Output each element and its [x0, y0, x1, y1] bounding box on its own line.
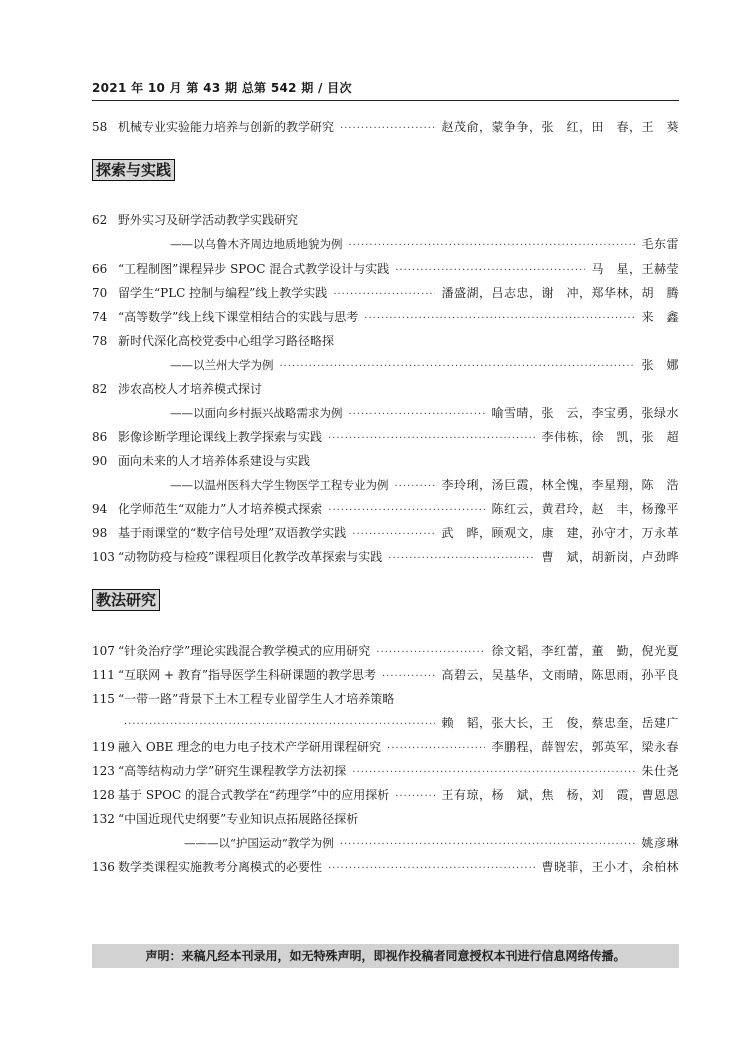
toc-entry[interactable]: [92, 738, 679, 756]
article-title: 野外实习及研学活动教学实践研究: [118, 213, 299, 227]
page-number: 86: [92, 430, 108, 444]
article-title: “一带一路”背景下土木工程专业留学生人才培养策略: [118, 692, 395, 706]
page-number: 82: [92, 382, 108, 396]
article-title: “中国近现代史纲要”专业知识点拓展路径探析: [118, 812, 359, 826]
toc-entry-subtitle[interactable]: [92, 476, 679, 494]
article-authors: 王有琼，杨 斌，焦 杨，刘 霞，曹恩恩: [441, 788, 679, 802]
dot-leader: [340, 839, 636, 850]
article-title: 影像诊断学理论课线上教学探索与实践: [118, 430, 323, 444]
copyright-notice: 声明：来稿凡经本刊录用，如无特殊声明，即视作投稿者同意授权本刊进行信息网络传播。: [92, 944, 679, 968]
dot-leader: [328, 863, 535, 874]
dot-leader: [382, 671, 436, 682]
article-title: 面向未来的人才培养体系建设与实践: [118, 454, 311, 468]
dot-leader: [349, 240, 636, 251]
toc-entry[interactable]: [92, 500, 679, 518]
dot-leader: [328, 505, 485, 516]
toc-entry-subtitle[interactable]: [92, 714, 679, 732]
toc-entry-subtitle[interactable]: [92, 235, 679, 253]
article-title: 基于雨课堂的“数字信号处理”双语教学实践: [118, 526, 347, 540]
toc-entry-subtitle[interactable]: [92, 404, 679, 422]
page-number: 107: [92, 644, 115, 658]
page-number: 132: [92, 812, 115, 826]
article-subtitle: ——以温州医科大学生物医学工程专业为例: [170, 478, 389, 492]
toc-entry[interactable]: [92, 810, 679, 828]
article-title: “针灸治疗学”理论实践混合教学模式的应用研究: [118, 644, 371, 658]
dot-leader: [387, 743, 485, 754]
dot-leader: [352, 767, 635, 778]
article-authors: 朱仕尧: [641, 764, 679, 778]
toc-entry[interactable]: [92, 452, 679, 470]
page-number: 62: [92, 213, 108, 227]
dot-leader: [395, 265, 585, 276]
dot-leader: [352, 529, 435, 540]
toc-entry[interactable]: [92, 428, 679, 446]
dot-leader: [349, 409, 486, 420]
article-authors: 曹 斌，胡新岗，卢劲晔: [541, 550, 679, 564]
article-title: 涉农高校人才培养模式探讨: [118, 382, 263, 396]
issue-header: 2021 年 10 月 第 43 期 总第 542 期 / 目次: [92, 81, 352, 95]
article-title: “高等数学”线上线下课堂相结合的实践与思考: [118, 310, 359, 324]
article-title: 化学师范生“双能力”人才培养模式探索: [118, 502, 323, 516]
dot-leader: [280, 361, 636, 372]
page-number: 66: [92, 262, 108, 276]
toc-entry[interactable]: [92, 666, 679, 684]
article-subtitle: ——以乌鲁木齐周边地质地貌为例: [170, 237, 343, 251]
page-number: 103: [92, 550, 115, 564]
toc-entry[interactable]: [92, 548, 679, 566]
page-number: 115: [92, 692, 115, 706]
toc-entry[interactable]: [92, 380, 679, 398]
article-title: 基于 SPOC 的混合式教学在“药理学”中的应用探析: [118, 788, 390, 802]
article-authors: 毛东雷: [641, 237, 679, 251]
page-number: 119: [92, 740, 115, 754]
page-number: 94: [92, 502, 108, 516]
toc-entry-subtitle[interactable]: [92, 834, 679, 852]
page-number: 123: [92, 764, 115, 778]
article-title: 留学生“PLC 控制与编程”线上教学实践: [118, 286, 328, 300]
dot-leader: [333, 289, 435, 300]
page-number: 58: [92, 120, 108, 134]
article-authors: 潘盛湖，吕志忠，谢 冲，郑华林，胡 腾: [441, 286, 679, 300]
article-authors: 赵茂俞，蒙争争，张 红，田 春，王 葵: [441, 120, 679, 134]
dot-leader: [364, 313, 635, 324]
page-number: 128: [92, 788, 115, 802]
toc-entry[interactable]: [92, 211, 679, 229]
article-authors: 姚彦琳: [641, 836, 679, 850]
section-heading-method: 教法研究: [92, 589, 160, 611]
article-subtitle: ——以兰州大学为例: [170, 358, 274, 372]
page-number: 70: [92, 286, 108, 300]
page-number: 90: [92, 454, 108, 468]
toc-entry[interactable]: [92, 284, 679, 302]
article-authors: 高碧云，吴基华，文雨晴，陈思雨，孙平良: [441, 668, 679, 682]
article-authors: 张 娜: [641, 358, 679, 372]
article-title: 机械专业实验能力培养与创新的教学研究: [118, 120, 335, 134]
article-title: “互联网 + 教育”指导医学生科研课题的教学思考: [118, 668, 376, 682]
article-title: 融入 OBE 理念的电力电子技术产学研用课程研究: [118, 740, 382, 754]
toc-entry[interactable]: [92, 858, 679, 876]
article-subtitle: ——以面向乡村振兴战略需求为例: [170, 406, 343, 420]
article-authors: 李伟栋，徐 凯，张 超: [541, 430, 679, 444]
article-authors: 徐文韬，李红蕾，董 勤，倪光夏: [491, 644, 679, 658]
page-number: 98: [92, 526, 108, 540]
page-number: 74: [92, 310, 108, 324]
toc-entry[interactable]: [92, 642, 679, 660]
dot-leader: [124, 719, 435, 730]
article-title: 数学类课程实施教考分离模式的必要性: [118, 860, 323, 874]
dot-leader: [340, 123, 435, 134]
header-divider: [92, 100, 679, 101]
dot-leader: [388, 553, 535, 564]
toc-entry[interactable]: [92, 332, 679, 350]
article-authors: 陈红云，黄君玲，赵 丰，杨豫平: [491, 502, 679, 516]
article-title: “工程制图”课程异步 SPOC 混合式教学设计与实践: [118, 262, 390, 276]
article-authors: 来 鑫: [641, 310, 679, 324]
page-number: 136: [92, 860, 115, 874]
article-authors: 马 星，王赫莹: [591, 262, 679, 276]
page-number: 111: [92, 668, 115, 682]
toc-entry[interactable]: [92, 786, 679, 804]
dot-leader: [395, 481, 436, 492]
toc-entry-subtitle[interactable]: [92, 356, 679, 374]
article-authors: 李鹏程，薛智宏，郭英军，梁永春: [491, 740, 679, 754]
toc-entry[interactable]: [92, 118, 679, 136]
article-title: “高等结构动力学”研究生课程教学方法初探: [118, 764, 347, 778]
article-subtitle: ———以“护国运动”教学为例: [184, 836, 334, 850]
article-authors: 曹晓菲，王小才，余柏林: [541, 860, 679, 874]
article-title: “动物防疫与检疫”课程项目化教学改革探索与实践: [118, 550, 383, 564]
toc-entry[interactable]: [92, 260, 679, 278]
article-authors: 李玲琍，汤巨霞，林全愧，李星翔，陈 浩: [441, 478, 679, 492]
article-authors: 喻雪晴，张 云，李宝勇，张绿水: [491, 406, 679, 420]
toc-entry[interactable]: [92, 762, 679, 780]
toc-entry[interactable]: [92, 524, 679, 542]
article-authors: 赖 韬，张大长，王 俊，蔡忠奎，岳建广: [441, 716, 679, 730]
toc-entry[interactable]: [92, 690, 679, 708]
article-title: 新时代深化高校党委中心组学习路径略探: [118, 334, 335, 348]
section-heading-explore: 探索与实践: [92, 159, 175, 181]
page-number: 78: [92, 334, 108, 348]
dot-leader: [328, 433, 535, 444]
article-authors: 武 晔，顾观文，康 建，孙守才，万永革: [441, 526, 679, 540]
dot-leader: [395, 791, 435, 802]
dot-leader: [376, 647, 485, 658]
toc-entry[interactable]: [92, 308, 679, 326]
